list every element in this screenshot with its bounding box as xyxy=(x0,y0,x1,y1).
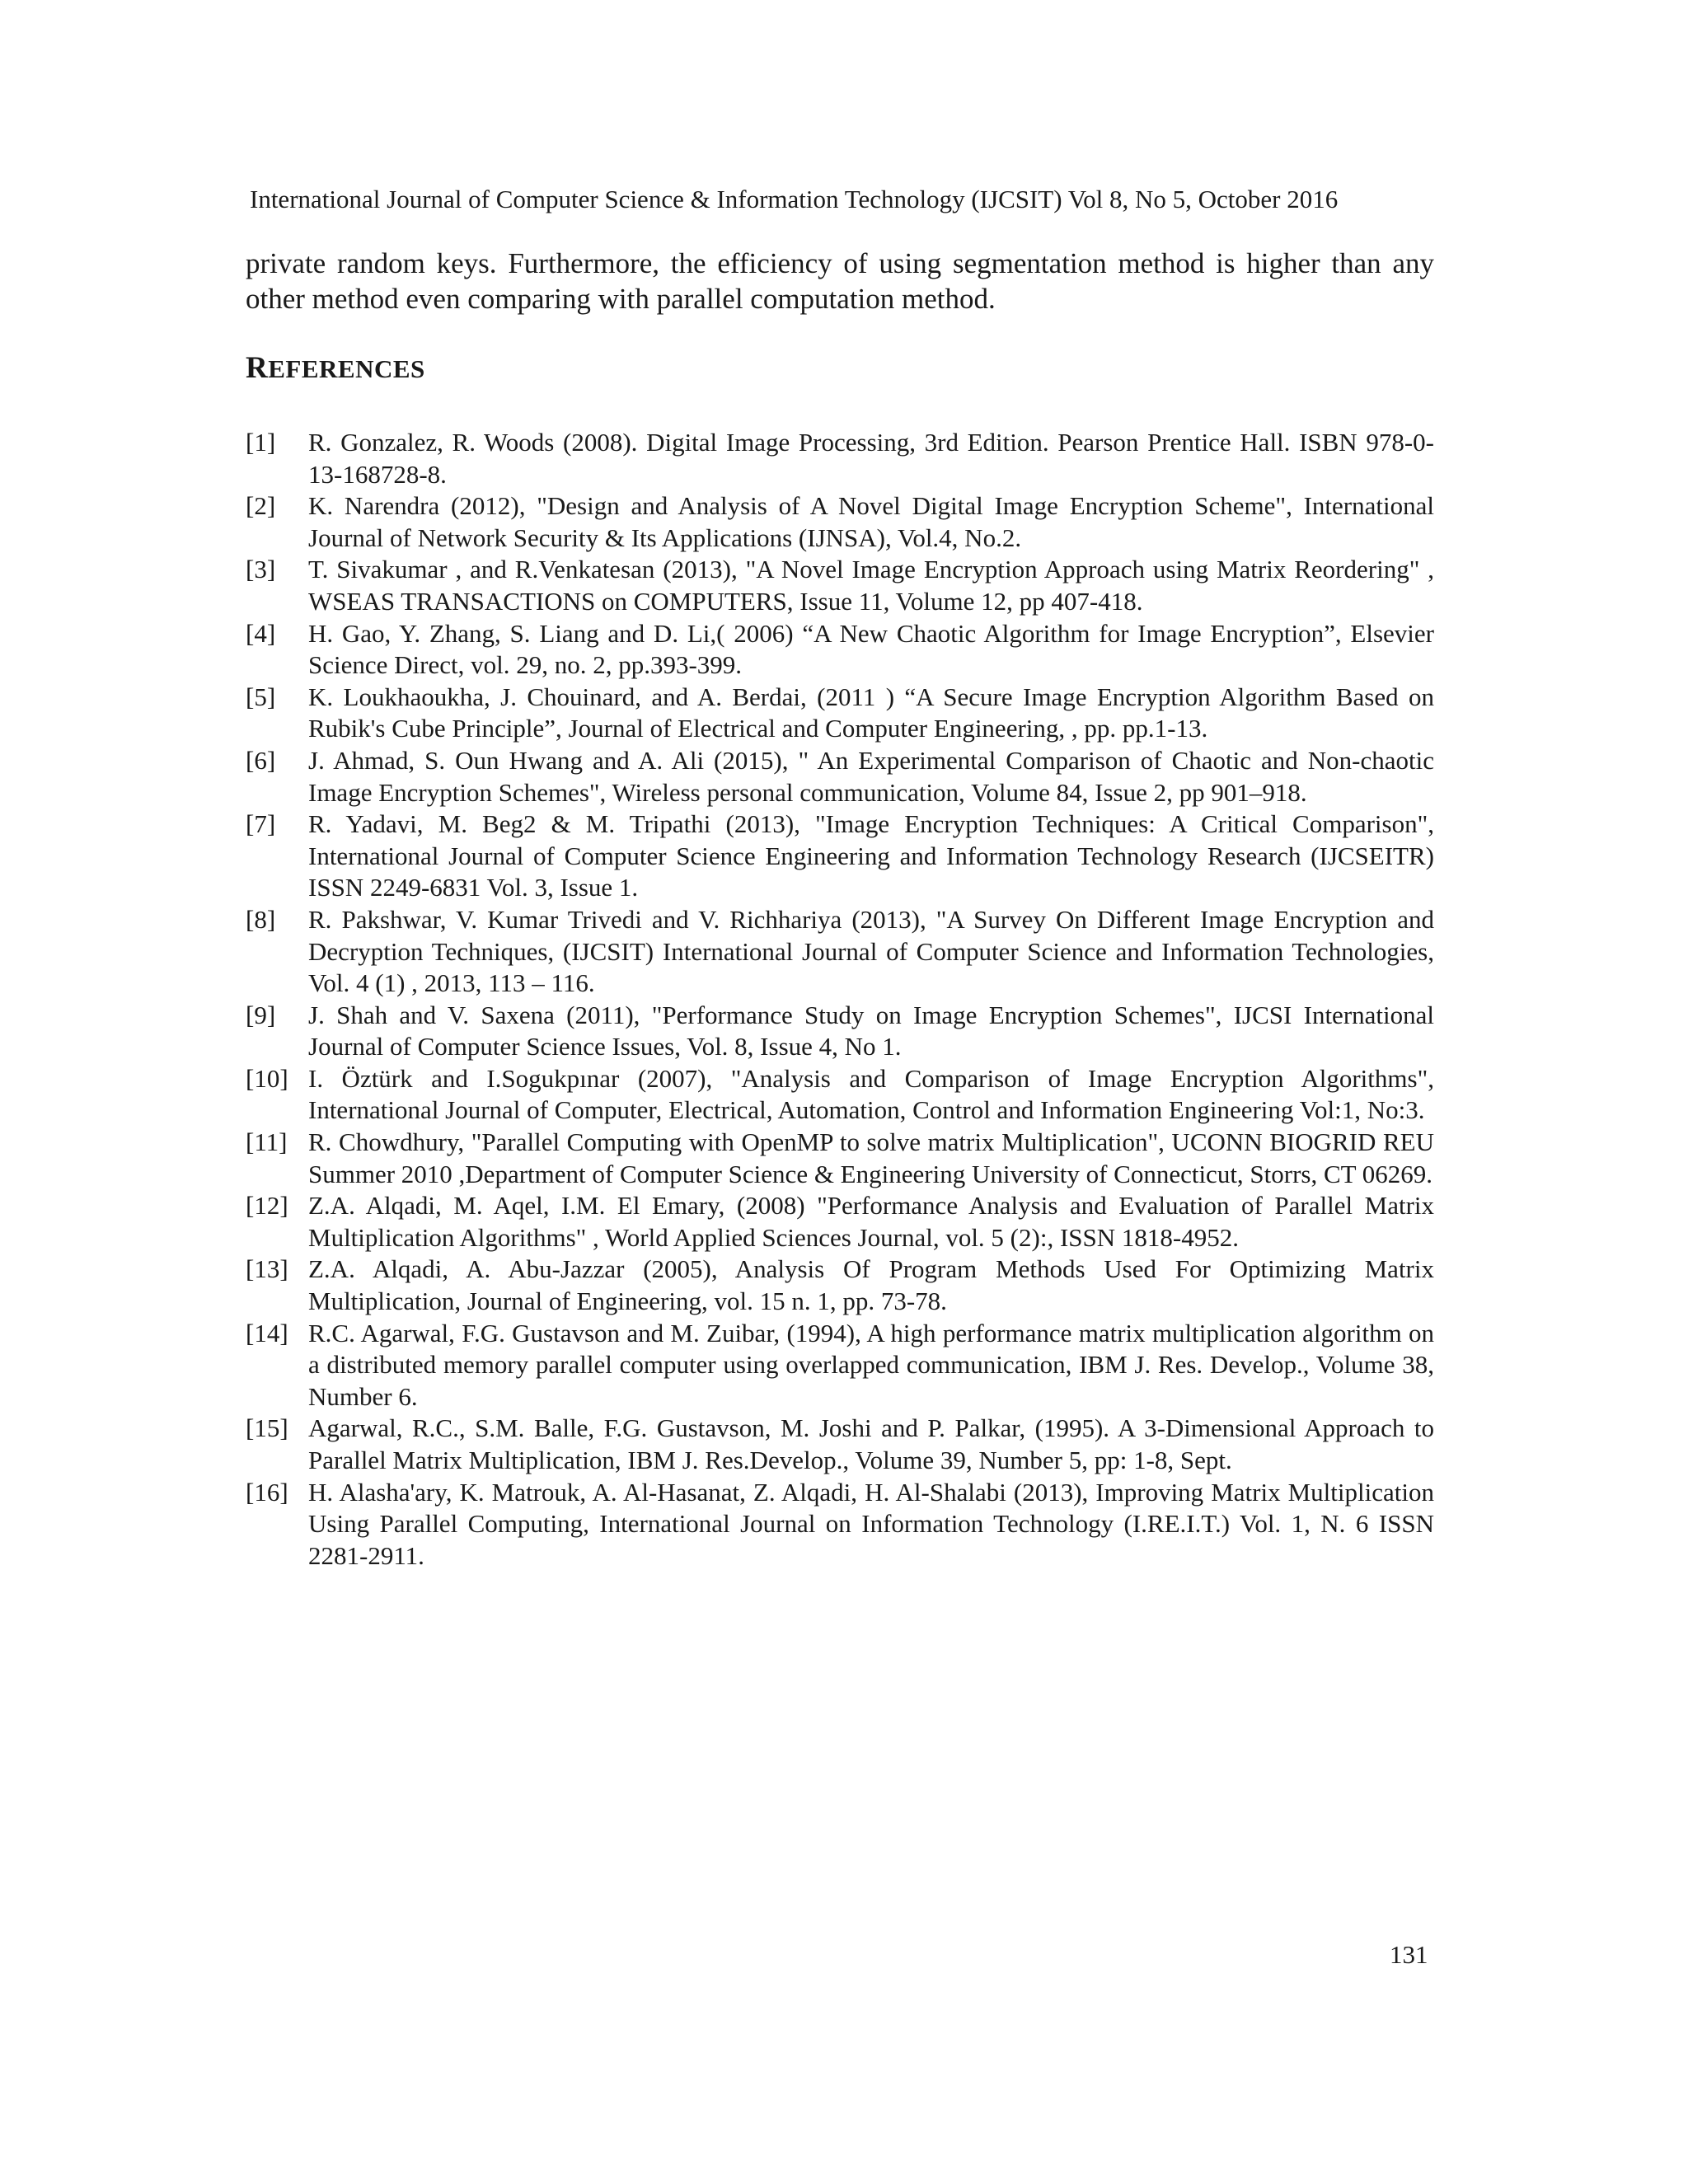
reference-text: R. Pakshwar, V. Kumar Trivedi and V. Richhariya (2013), "A Survey On Different Image Encryption and Decryption Techniques, (IJCSIT) International Journal of Computer Science and Information Technologies, Vol. 4 (1) , 2013, 113 – 116. xyxy=(308,904,1434,998)
reference-text: T. Sivakumar , and R.Venkatesan (2013), "A Novel Image Encryption Approach using Matrix Reordering" , WSEAS TRANSACTIONS on COMPUTERS, Issue 11, Volume 12, pp 407-418. xyxy=(308,555,1434,616)
reference-number: [11] xyxy=(246,1127,288,1157)
reference-number: [5] xyxy=(246,682,276,711)
reference-number: [12] xyxy=(246,1191,288,1221)
reference-item xyxy=(246,490,1434,554)
reference-item xyxy=(246,618,1434,682)
reference-number: [1] xyxy=(246,428,276,457)
reference-item xyxy=(246,1477,1434,1572)
reference-text: H. Gao, Y. Zhang, S. Liang and D. Li,( 2006) “A New Chaotic Algorithm for Image Encryption”, Elsevier Science Direct, vol. 29, no. 2, pp.393-399. xyxy=(308,618,1434,680)
reference-text: R. Gonzalez, R. Woods (2008). Digital Image Processing, 3rd Edition. Pearson Prentice Hall. ISBN 978-0-13-168728-8. xyxy=(308,428,1434,489)
reference-text: Z.A. Alqadi, M. Aqel, I.M. El Emary, (2008) "Performance Analysis and Evaluation of Parallel Matrix Multiplication Algorithms" , World Applied Sciences Journal, vol. 5 (2):, ISSN 1818-4952. xyxy=(308,1191,1434,1252)
reference-item xyxy=(246,682,1434,745)
reference-item xyxy=(246,1413,1434,1476)
reference-number: [4] xyxy=(246,618,276,648)
reference-number: [15] xyxy=(246,1413,288,1443)
references-list xyxy=(246,427,1434,1572)
reference-item xyxy=(246,1063,1434,1127)
reference-item xyxy=(246,808,1434,904)
reference-number: [3] xyxy=(246,555,276,584)
reference-number: [14] xyxy=(246,1318,288,1347)
reference-item xyxy=(246,904,1434,1000)
reference-item xyxy=(246,1318,1434,1413)
reference-number: [6] xyxy=(246,745,276,775)
reference-item xyxy=(246,745,1434,808)
references-heading-rest: EFERENCES xyxy=(268,354,425,383)
reference-text: H. Alasha'ary, K. Matrouk, A. Al-Hasanat, Z. Alqadi, H. Al-Shalabi (2013), Improving Matrix Multiplication Using Parallel Computing, International Journal on Information Technology (I.RE.I.T.) Vol. 1, N. 6 ISSN 2281-2911. xyxy=(308,1477,1434,1570)
references-heading-initial: R xyxy=(246,351,269,385)
reference-number: [16] xyxy=(246,1477,288,1507)
reference-number: [8] xyxy=(246,904,276,934)
reference-number: [13] xyxy=(246,1254,288,1284)
reference-item xyxy=(246,1254,1434,1317)
reference-text: R.C. Agarwal, F.G. Gustavson and M. Zuibar, (1994), A high performance matrix multiplication algorithm on a distributed memory parallel computer using overlapped communication, IBM J. Res. Develop., Volume 38, Number 6. xyxy=(308,1318,1434,1411)
reference-text: J. Shah and V. Saxena (2011), "Performance Study on Image Encryption Schemes", IJCSI International Journal of Computer Science Issues, Vol. 8, Issue 4, No 1. xyxy=(308,1000,1434,1062)
intro-paragraph: private random keys. Furthermore, the efficiency of using segmentation method is higher than any other method even comparing with parallel computation method. xyxy=(246,247,1434,315)
references-heading xyxy=(246,352,425,386)
reference-number: [2] xyxy=(246,491,276,521)
reference-item xyxy=(246,1000,1434,1063)
running-header: International Journal of Computer Science & Information Technology (IJCSIT) Vol 8, No 5, October 2016 xyxy=(250,185,1339,213)
reference-text: Agarwal, R.C., S.M. Balle, F.G. Gustavson, M. Joshi and P. Palkar, (1995). A 3-Dimensional Approach to Parallel Matrix Multiplication, IBM J. Res.Develop., Volume 39, Number 5, pp: 1-8, Sept. xyxy=(308,1413,1434,1474)
reference-item xyxy=(246,554,1434,617)
reference-item xyxy=(246,1127,1434,1190)
page-number: 131 xyxy=(1390,1940,1428,1969)
reference-text: K. Loukhaoukha, J. Chouinard, and A. Berdai, (2011 ) “A Secure Image Encryption Algorithm Based on Rubik's Cube Principle”, Journal of Electrical and Computer Engineering, , pp. pp.1-13. xyxy=(308,682,1434,743)
reference-number: [7] xyxy=(246,809,276,839)
reference-number: [10] xyxy=(246,1063,288,1093)
reference-text: J. Ahmad, S. Oun Hwang and A. Ali (2015), " An Experimental Comparison of Chaotic and Non-chaotic Image Encryption Schemes", Wireless personal communication, Volume 84, Issue 2, pp 901–918. xyxy=(308,745,1434,807)
reference-text: R. Chowdhury, "Parallel Computing with OpenMP to solve matrix Multiplication", UCONN BIOGRID REU Summer 2010 ,Department of Computer Science & Engineering University of Connecticut, Storrs, CT 06269. xyxy=(308,1127,1434,1188)
reference-number: [9] xyxy=(246,1000,276,1029)
reference-text: R. Yadavi, M. Beg2 & M. Tripathi (2013), "Image Encryption Techniques: A Critical Comparison", International Journal of Computer Science Engineering and Information Technology Research (IJCSEITR) ISSN 2249-6831 Vol. 3, Issue 1. xyxy=(308,809,1434,902)
reference-text: Z.A. Alqadi, A. Abu-Jazzar (2005), Analysis Of Program Methods Used For Optimizing Matrix Multiplication, Journal of Engineering, vol. 15 n. 1, pp. 73-78. xyxy=(308,1254,1434,1316)
reference-text: K. Narendra (2012), "Design and Analysis of A Novel Digital Image Encryption Scheme", International Journal of Network Security & Its Applications (IJNSA), Vol.4, No.2. xyxy=(308,491,1434,552)
reference-item xyxy=(246,1190,1434,1254)
reference-item xyxy=(246,427,1434,490)
reference-text: I. Öztürk and I.Sogukpınar (2007), "Analysis and Comparison of Image Encryption Algorithms", International Journal of Computer, Electrical, Automation, Control and Information Engineering Vol:1, No:3. xyxy=(308,1063,1434,1125)
